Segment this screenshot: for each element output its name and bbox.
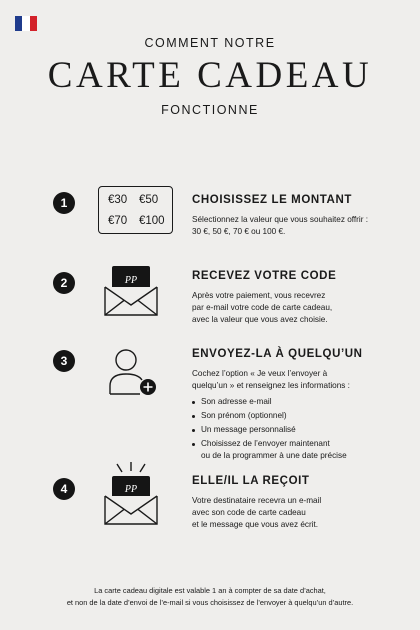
amount-selector[interactable] bbox=[98, 186, 173, 234]
list-item: Un message personnalisé bbox=[192, 424, 414, 436]
card-logo: PP bbox=[124, 275, 138, 286]
add-user-icon bbox=[100, 346, 160, 398]
step-title: RECEVEZ VOTRE CODE bbox=[192, 270, 337, 282]
step-number: 1 bbox=[53, 192, 75, 214]
step-description: Sélectionnez la valeur que vous souhaitez offrir : 30 €, 50 €, 70 € ou 100 €. bbox=[192, 215, 368, 237]
card-logo: PP bbox=[124, 484, 138, 495]
step-number: 3 bbox=[53, 350, 75, 372]
list-item: Son prénom (optionnel) bbox=[192, 410, 414, 422]
validity-note: La carte cadeau digitale est valable 1 an à compter de sa date d’achat, et non de la date d’envoi de l’e-mail si vous choisissez de l’envoyer à quelqu’un d’autre. bbox=[66, 586, 354, 607]
amount-option[interactable]: €30 bbox=[108, 194, 128, 206]
envelope-card-icon bbox=[95, 265, 163, 319]
step-number: 2 bbox=[53, 272, 75, 294]
envelope-received-icon bbox=[95, 462, 163, 528]
list-item: Choisissez de l’envoyer maintenant ou de la programmer à une date précise bbox=[192, 438, 414, 462]
step-title: ELLE/IL LA REÇOIT bbox=[192, 475, 310, 487]
amount-option[interactable]: €50 bbox=[139, 194, 159, 206]
step-description: Après votre paiement, vous recevrez par e-mail votre code de carte cadeau, avec la valeur que vous avez choisie. bbox=[192, 291, 333, 325]
france-flag-icon bbox=[15, 16, 37, 31]
step-description: Votre destinataire recevra un e-mail avec son code de carte cadeau et le message que vous avez écrit. bbox=[192, 496, 322, 530]
step-title: CHOISISSEZ LE MONTANT bbox=[192, 194, 352, 206]
step-description: Cochez l’option « Je veux l’envoyer à quelqu’un » et renseignez les informations : bbox=[192, 369, 350, 391]
list-item: Son adresse e-mail bbox=[192, 396, 414, 408]
step-title: ENVOYEZ-LA À QUELQU’UN bbox=[192, 348, 363, 360]
title-line-2: CARTE CADEAU bbox=[47, 55, 373, 96]
amount-option[interactable]: €100 bbox=[139, 215, 165, 227]
step-number: 4 bbox=[53, 478, 75, 500]
amount-option[interactable]: €70 bbox=[108, 215, 128, 227]
info-list bbox=[192, 396, 414, 462]
page-title bbox=[0, 36, 420, 117]
title-line-1: COMMENT NOTRE bbox=[144, 36, 276, 50]
title-line-3: FONCTIONNE bbox=[161, 103, 259, 117]
